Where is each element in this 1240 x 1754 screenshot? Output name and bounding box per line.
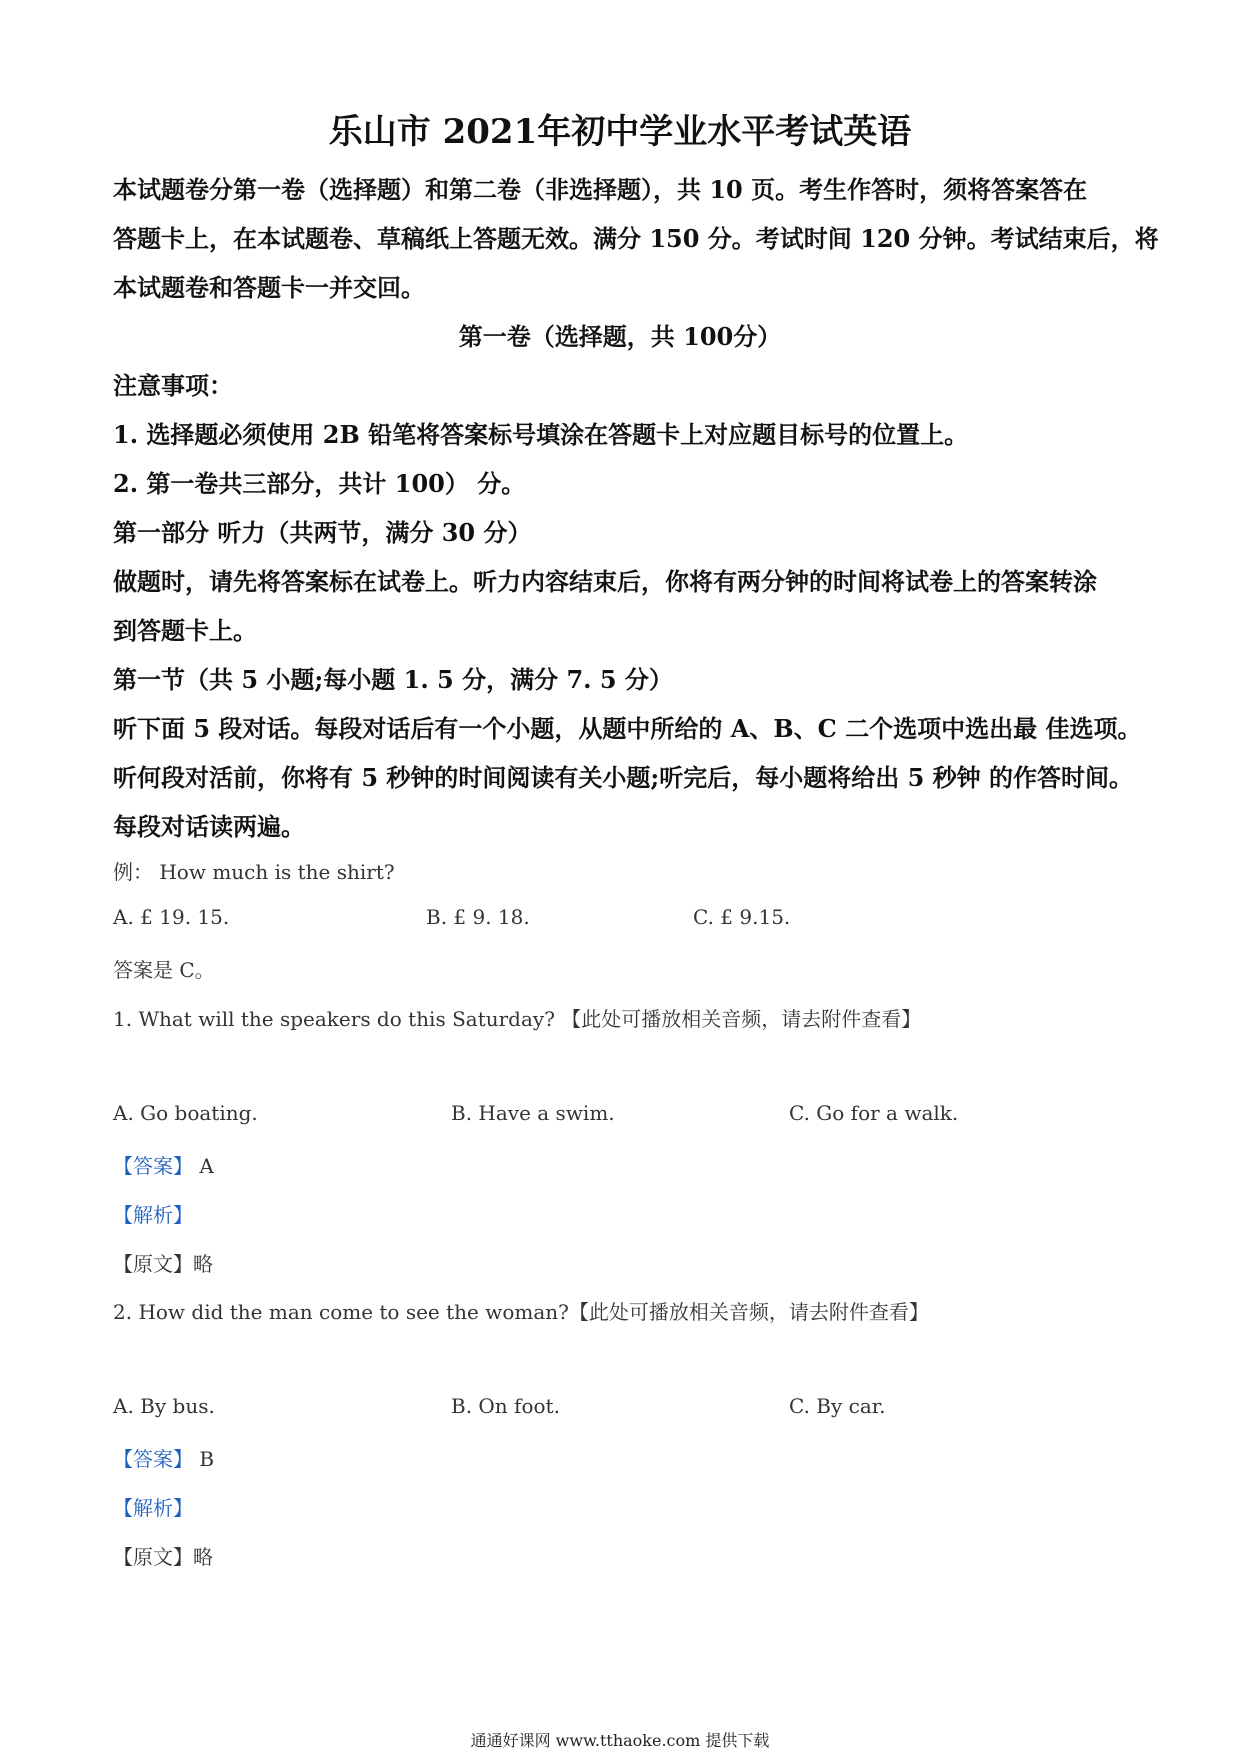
section1-instruction-1: 听下面 5 段对话。每段对话后有一个小题，从题中所给的 A、B、C 二个选项中选出最 佳选项。 xyxy=(113,714,1142,743)
intro-line-2: 答题卡上，在本试题卷、草稿纸上答题无效。满分 150 分。考试时间 120 分钟。考试结束后，将 xyxy=(113,224,1159,253)
intro-line-1: 本试题卷分第一卷（选择题）和第二卷（非选择题），共 10 页。考生作答时，须将答案答在 xyxy=(113,175,1088,204)
q2-option-a: A. By bus. xyxy=(113,1394,215,1418)
page-footer: 通通好课网 www.tthaoke.com 提供下载 xyxy=(470,1731,770,1750)
q1-answer-tag: 【答案】 xyxy=(113,1154,193,1178)
question-1: 1. What will the speakers do this Saturday? 【此处可播放相关音频，请去附件查看】 xyxy=(113,1007,922,1031)
q2-answer xyxy=(113,1443,214,1472)
q2-option-b: B. On foot. xyxy=(451,1394,560,1418)
q1-original: 【原文】略 xyxy=(113,1252,213,1276)
note-1: 1. 选择题必须使用 2B 铅笔将答案标号填涂在答题卡上对应题目标号的位置上。 xyxy=(113,420,969,449)
q1-option-a: A. Go boating. xyxy=(113,1101,258,1125)
example-option-b: B. £ 9. 18. xyxy=(426,905,530,929)
q2-answer-tag: 【答案】 xyxy=(113,1447,193,1471)
question-2: 2. How did the man come to see the woman?【此处可播放相关音频，请去附件查看】 xyxy=(113,1300,929,1324)
section1-instruction-2: 听何段对活前，你将有 5 秒钟的时间阅读有关小题;听完后，每小题将给出 5 秒钟 的作答时间。 xyxy=(113,763,1134,792)
note-2: 2. 第一卷共三部分，共计 100） 分。 xyxy=(113,469,526,498)
q1-option-c: C. Go for a walk. xyxy=(789,1101,959,1125)
example-question: 例： How much is the shirt? xyxy=(113,860,395,884)
section1-instruction-3: 每段对话读两遍。 xyxy=(113,812,305,841)
listening-instruction-1: 做题时，请先将答案标在试卷上。听力内容结束后，你将有两分钟的时间将试卷上的答案转涂 xyxy=(113,567,1097,596)
q1-answer xyxy=(113,1150,214,1179)
q1-option-b: B. Have a swim. xyxy=(451,1101,615,1125)
q2-analysis-tag: 【解析】 xyxy=(113,1496,193,1520)
listening-heading: 第一部分 听力（共两节，满分 30 分） xyxy=(113,518,532,547)
page-title: 乐山市 2021年初中学业水平考试英语 xyxy=(328,112,912,152)
part1-title: 第一卷（选择题，共 100分） xyxy=(458,322,782,351)
q2-original: 【原文】略 xyxy=(113,1545,213,1569)
q2-option-c: C. By car. xyxy=(789,1394,886,1418)
q1-analysis-tag: 【解析】 xyxy=(113,1203,193,1227)
example-option-a: A. £ 19. 15. xyxy=(113,905,230,929)
listening-instruction-2: 到答题卡上。 xyxy=(113,616,257,645)
example-answer: 答案是 C。 xyxy=(113,958,215,982)
notes-heading: 注意事项： xyxy=(113,371,233,400)
section1-heading: 第一节（共 5 小题;每小题 1. 5 分，满分 7. 5 分） xyxy=(113,665,673,694)
example-option-c: C. £ 9.15. xyxy=(693,905,791,929)
q1-answer-value: A xyxy=(199,1154,214,1178)
intro-line-3: 本试题卷和答题卡一并交回。 xyxy=(113,273,425,302)
q2-answer-value: B xyxy=(199,1447,215,1471)
